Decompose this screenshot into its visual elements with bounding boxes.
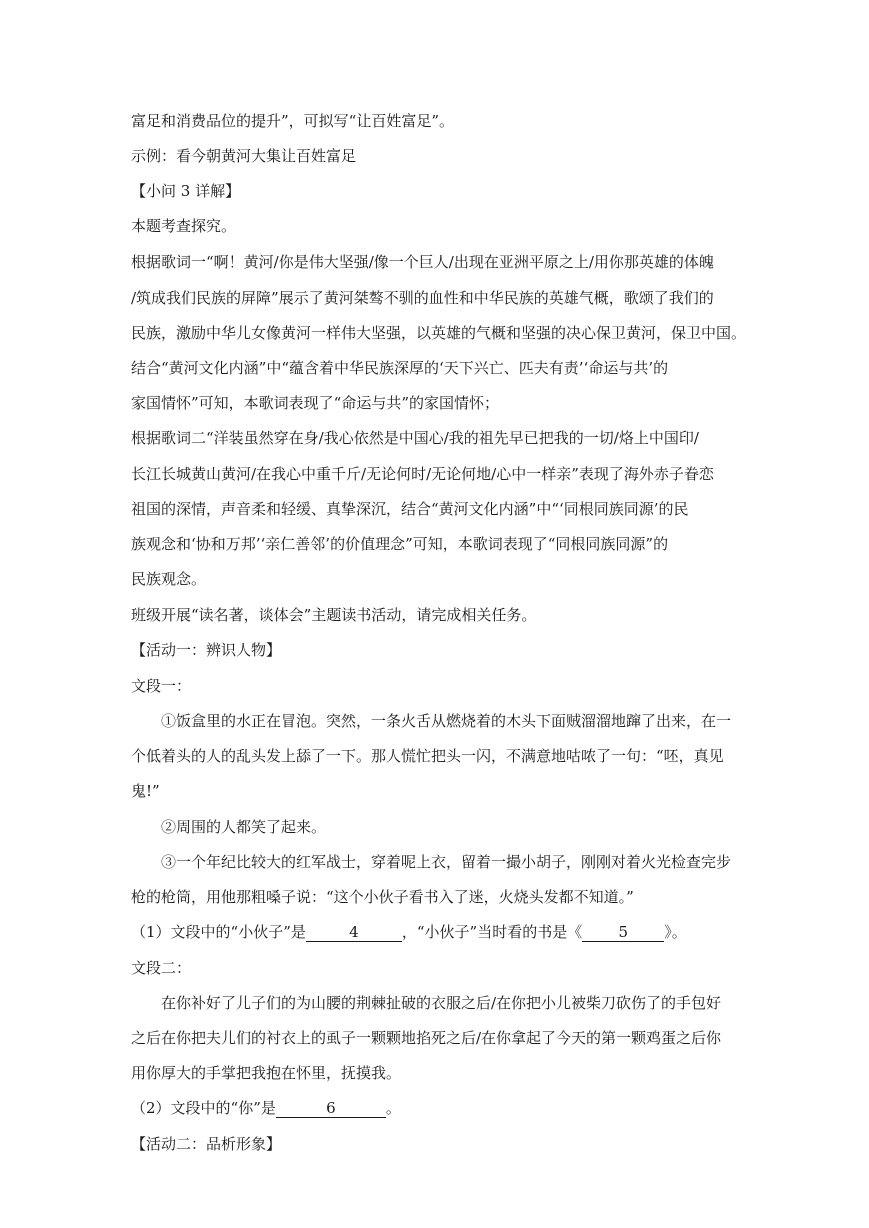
passage-line: ③一个年纪比较大的红军战士，穿着呢上衣，留着一撮小胡子，刚刚对着火光检查完步 (161, 853, 732, 871)
text-line: 长江长城黄山黄河/在我心中重千斤/无论何时/无论何地/心中一样亲”表现了海外赤子眷恋 (131, 465, 714, 483)
text-line: 班级开展“读名著，谈体会”主题读书活动，请完成相关任务。 (131, 606, 537, 624)
text-line: 族观念和‘协和万邦’‘亲仁善邻’的价值理念”可知，本歌词表现了“同根同族同源”的 (131, 535, 669, 553)
activity-heading: 【活动二：品析形象】 (131, 1135, 282, 1153)
activity-heading: 【活动一：辨识人物】 (131, 641, 282, 659)
question-1-suffix: 》。 (664, 923, 687, 941)
answer-blank-4[interactable]: 4 (306, 923, 402, 942)
text-line: 结合“黄河文化内涵”中“蕴含着中华民族深厚的‘天下兴亡、匹夫有责’‘命运与共’的 (131, 359, 669, 377)
example-line: 示例：看今朝黄河大集让百姓富足 (131, 147, 357, 165)
passage-line: 枪的枪筒，用他那粗嗓子说：“这个小伙子看书入了迷，火烧头发都不知道。” (131, 888, 634, 906)
text-line: /筑成我们民族的屏障”展示了黄河桀骜不驯的血性和中华民族的英雄气概，歌颂了我们的 (131, 289, 714, 307)
passage-line: 在你补好了儿子们的为山腰的荆棘扯破的衣服之后/在你把小儿被柴刀砍伤了的手包好 (161, 994, 722, 1012)
text-line: 本题考查探究。 (131, 217, 237, 235)
section-heading: 【小问 3 详解】 (131, 182, 241, 200)
question-2-prefix: （2）文段中的“你”是 (131, 1099, 276, 1117)
passage-line: ②周围的人都笑了起来。 (161, 818, 327, 836)
question-2-suffix: 。 (385, 1099, 401, 1117)
text-line: 富足和消费品位的提升”，可拟写“让百姓富足”。 (131, 112, 455, 130)
question-2 (131, 1098, 401, 1118)
passage-label: 文段二： (131, 959, 192, 977)
passage-label: 文段一： (131, 677, 192, 695)
question-1 (131, 922, 687, 942)
answer-blank-5[interactable]: 5 (582, 923, 664, 942)
passage-line: ①饭盒里的水正在冒泡。突然，一条火舌从燃烧着的木头下面贼溜溜地蹿了出来，在一 (161, 712, 732, 730)
passage-line: 个低着头的人的乱头发上舔了一下。那人慌忙把头一闪，不满意地咕哝了一句：“呸，真见 (131, 747, 724, 765)
text-line: 民族，激励中华儿女像黄河一样伟大坚强，以英雄的气概和坚强的决心保卫黄河，保卫中国。 (131, 324, 747, 342)
text-line: 根据歌词一“啊！黄河/你是伟大坚强/像一个巨人/出现在亚洲平原之上/用你那英雄的体魄 (131, 253, 714, 271)
passage-line: 鬼!” (131, 782, 160, 800)
text-line: 根据歌词二“洋装虽然穿在身/我心依然是中国心/我的祖先早已把我的一切/烙上中国印/ (131, 429, 699, 447)
question-1-middle: ，“小伙子”当时看的书是《 (401, 923, 583, 941)
answer-blank-6[interactable]: 6 (276, 1099, 386, 1118)
text-line: 家国情怀”可知，本歌词表现了“命运与共”的家国情怀； (131, 394, 500, 412)
passage-line: 用你厚大的手掌把我抱在怀里，抚摸我。 (131, 1064, 402, 1082)
text-line: 祖国的深情，声音柔和轻缓、真挚深沉，结合“黄河文化内涵”中“‘同根同族同源’的民 (131, 500, 689, 518)
text-line: 民族观念。 (131, 570, 207, 588)
passage-line: 之后在你把夫儿们的衬衣上的虱子一颗颗地掐死之后/在你拿起了今天的第一颗鸡蛋之后你 (131, 1029, 722, 1047)
question-1-prefix: （1）文段中的“小伙子”是 (131, 923, 306, 941)
